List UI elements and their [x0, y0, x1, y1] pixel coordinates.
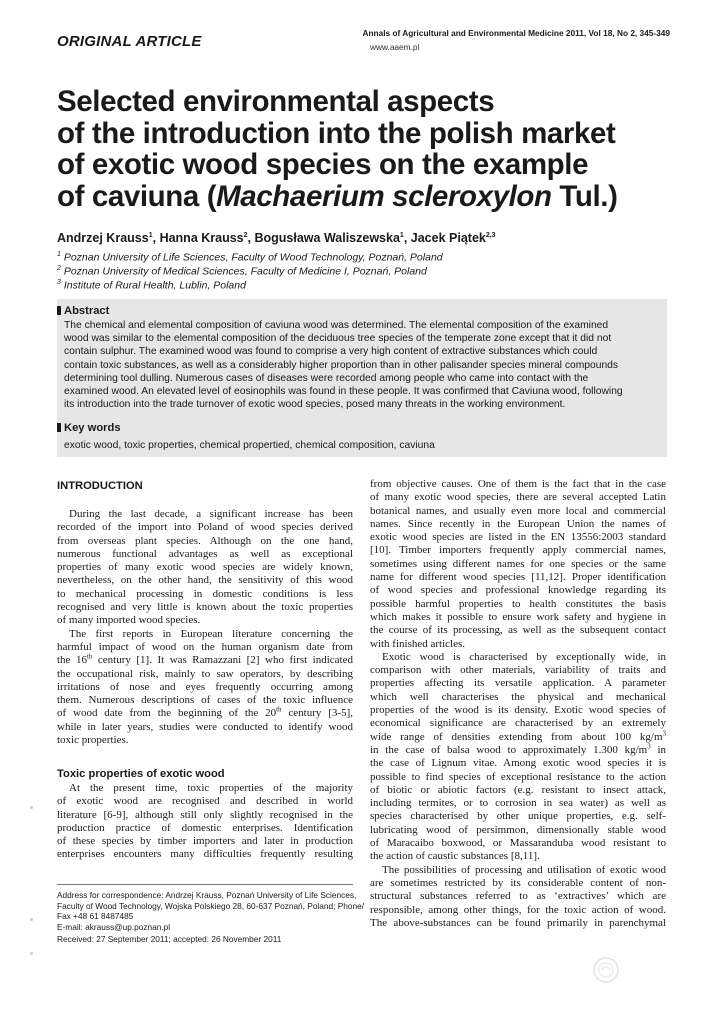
body-line: economical significance are characterised by an extremely [370, 717, 666, 730]
affiliation-text: Institute of Rural Health, Lublin, Poland [63, 279, 246, 292]
body-line: The first reports in European literature concerning the [69, 627, 353, 640]
affiliation [57, 265, 427, 278]
body-line: recorded of the import into Poland of wood species derived [57, 521, 353, 534]
body-line: recognised and very little is known about the toxic properties [57, 601, 353, 614]
body-line: The possibilities of processing and utilisation of exotic wood [382, 863, 666, 876]
title-line: Selected environmental aspects [57, 85, 495, 118]
body-text: in the case of balsa wood to approximately 1.300 kg/m [370, 743, 648, 756]
body-line: of many exotic wood species, there are several accepted Latin [370, 491, 666, 504]
body-text: century [1]. It was Ramazzani [2] who first indicated [92, 654, 353, 667]
abstract-line: examined wood. An elevated level of eosinophils was found in these people. It was confirmed that Caviuna wood, following [64, 386, 623, 398]
title-line: of the introduction into the polish market [57, 116, 616, 150]
body-line: properties of the wood is its density. Exotic wood species of [370, 704, 666, 717]
body-line: the course of its processing, as well as the subsequent contact [370, 624, 666, 637]
abstract-line: determining tool dulling. Numerous cases of diseases were recorded among people who came into contact with the [64, 372, 589, 384]
body-line: names. Since recently in the European Union the names of [370, 517, 666, 530]
title-line-suffix: Tul.) [551, 179, 618, 213]
body-line: possible to find species of exceptional resistance to the action [370, 770, 666, 783]
body-line [57, 654, 353, 667]
body-line: from overseas plant species. Although on the one hand, [57, 534, 353, 547]
superscript: th [86, 652, 93, 661]
author-name: Andrzej Krauss [57, 231, 149, 245]
scan-artifact [30, 918, 33, 921]
body-line: enterprises encounters many difficulties frequently resulting [57, 848, 353, 861]
introduction-heading: INTRODUCTION [57, 480, 143, 492]
square-bullet-icon [57, 423, 61, 432]
left-column [57, 508, 353, 747]
body-line: the case of Lignum vitae. Among exotic wood species it is [370, 757, 666, 770]
body-line: of Maracaibo boxwood, or Massaranduba wood resistant to [370, 837, 666, 850]
body-line: sometimes using different names for one species or the same [370, 557, 666, 570]
abstract-text [64, 319, 664, 411]
author-affiliation-mark: 2 [243, 231, 248, 239]
journal-url[interactable]: www.aaem.pl [370, 42, 420, 52]
body-line: while in later years, studies were conducted to identify wood [57, 720, 353, 733]
body-line: numerous functional advantages as well as exceptional [57, 547, 353, 560]
right-column [370, 478, 666, 930]
author-affiliation-mark: 1 [148, 231, 153, 239]
journal-citation: Annals of Agricultural and Environmental Medicine 2011, Vol 18, No 2, 345-349 [362, 28, 670, 38]
affiliation [57, 279, 246, 292]
square-bullet-icon [57, 306, 61, 315]
body-text: in [650, 743, 666, 756]
body-line: During the last decade, a significant increase has been [69, 508, 353, 520]
body-line: with finished articles. [370, 637, 466, 650]
body-line: botanical names, and usually even more local and commercial [370, 504, 666, 517]
abstract-heading [57, 305, 109, 317]
body-line: [10]. Timber importers frequently apply commercial names, [370, 544, 666, 557]
body-line: Exotic wood is characterised by exceptionally wide, in [382, 650, 666, 663]
body-line: literature [6-9], although still only slightly recognised in the [57, 808, 353, 821]
paper-title [57, 86, 677, 212]
body-line: of many imported wood species. [57, 614, 201, 627]
body-line: harmful impact of wood on the human organism date from [57, 640, 353, 653]
footnote-line: Faculty of Wood Technology, Wojska Polskiego 28, 60-637 Poznań, Poland; Phone/ [57, 900, 365, 911]
author-affiliation-mark: 1 [399, 231, 404, 239]
author-list: Andrzej Krauss$^1$, Hanna Krauss$^2$, Bogusława Waliszewska$^1$, Jacek Piątek$^{2,3}$ [57, 231, 496, 245]
toxic-properties-heading: Toxic properties of exotic wood [57, 768, 225, 780]
body-line: structural substances referred to as ‘extractives’ which are [370, 890, 666, 903]
article-type-label: ORIGINAL ARTICLE [57, 33, 202, 50]
body-line: of biotic or abiotic factors (e.g. resistant to insect attack, [370, 783, 666, 796]
abstract-line: contain sulphur. The examined wood was found to comprise a very high content of extractive substances which could [64, 346, 598, 358]
body-line: of these species by timber importers and later in production [57, 835, 353, 848]
footnote-line: Fax +48 61 8487485 [57, 911, 134, 922]
body-line: them. Numerous descriptions of cases of the toxic influence [57, 694, 353, 707]
body-line: properties affecting its versatile application. A parameter [370, 677, 666, 690]
body-line: the action of caustic substances [8,11]. [370, 850, 540, 863]
keywords-text: exotic wood, toxic properties, chemical propertied, chemical composition, caviuna [64, 440, 435, 451]
title-species-italic: Machaerium scleroxylon [216, 179, 552, 213]
body-line: of wood species and professional knowledge regarding its [370, 584, 666, 597]
body-line: name for different wood species [11,12]. Proper identification [370, 571, 666, 584]
body-line: which makes it possible to ensure work safety and hygiene in [370, 610, 666, 623]
body-line: are sometimes restricted by its considerable content of non- [370, 876, 666, 889]
abstract-line: contain toxic substances, as well as a considerably higher proportion than in other palisander species mineral compounds [64, 359, 619, 371]
superscript: 3 [647, 742, 651, 751]
abstract-line: its introduction into the trade turnover of exotic wood species, posed many threats in the working environment. [64, 399, 566, 411]
abstract-heading-text: Abstract [64, 305, 110, 317]
body-text: century [3-5], [281, 707, 353, 720]
body-line: comparison with other materials, variability of traits and [370, 664, 666, 677]
body-line: to mechanical processing in domestic conditions is less [57, 587, 353, 600]
body-line: of exotic wood are recognised and described in world [57, 795, 353, 808]
keywords-heading-text: Key words [64, 422, 121, 434]
body-line: The above-substances can be found primarily in parenchymal [370, 916, 666, 929]
affiliation-number: 1 [57, 251, 61, 258]
toxic-properties-text [57, 782, 353, 862]
body-line: At the present time, toxic properties of the majority [69, 782, 353, 794]
superscript: 3 [662, 728, 666, 737]
correspondence-footnote [57, 890, 365, 932]
affiliation-number: 2 [57, 265, 61, 272]
footnote-divider [57, 884, 353, 885]
body-line: which well characterises the physical and mechanical [370, 690, 666, 703]
body-line [57, 707, 353, 720]
keywords-heading [57, 422, 121, 434]
body-line: including termites, or to corrosion in sea water) as well as [370, 797, 666, 810]
title-line: of exotic wood species on the example [57, 148, 589, 181]
author-name: Jacek Piątek [410, 231, 486, 245]
abstract-line: wood was similar to the elemental composition of the deciduous tree species of the temperate zone except that it did not [64, 333, 612, 345]
body-text: wide range of densities extending from about 100 kg/m [370, 730, 663, 743]
title-line-last [57, 181, 677, 213]
body-line: production practice of domestic enterprises. Identification [57, 821, 353, 834]
abstract-box [57, 299, 667, 457]
body-line: irritations of nose and eyes frequently occurring among [57, 680, 353, 693]
received-dates: Received: 27 September 2011; accepted: 26 November 2011 [57, 934, 282, 944]
body-line: from objective causes. One of them is the fact that in the case [370, 478, 666, 490]
body-line: properties of many exotic wood species are widely known, [57, 561, 353, 574]
body-line: exotic wood species are listed in the EN 13556:2003 standard [370, 531, 666, 544]
body-line: lubricating wood of persimmon, dimensionally stable wood [370, 823, 666, 836]
footnote-line: Address for correspondence: Andrzej Krauss, Poznań University of Life Sciences, [57, 890, 357, 900]
affiliation-text: Poznan University of Medical Sciences, Faculty of Medicine I, Poznań, Poland [63, 265, 427, 278]
scan-artifact [30, 952, 33, 955]
scan-artifact [30, 806, 33, 809]
body-line: responsible, among other things, for the toxic action of wood. [370, 903, 666, 916]
body-text: of wood date from the beginning of the 20 [57, 707, 277, 720]
body-line: toxic properties. [57, 734, 129, 747]
body-text: the 16 [57, 654, 87, 667]
body-line: species characterised by other unique properties, e.g. self- [370, 810, 666, 823]
superscript: th [276, 705, 282, 714]
footnote-line: E-mail: akrauss@up.poznan.pl [57, 921, 171, 932]
body-line: the occupational risk, mainly to saw operators, by describing [57, 667, 353, 680]
affiliation [57, 251, 443, 264]
body-line [370, 744, 666, 757]
body-line: possible harmful properties to health constitutes the basis [370, 597, 666, 610]
watermark-seal-icon [592, 956, 620, 984]
body-line: nevertheless, on the other hand, the sensitivity of this wood [57, 574, 353, 587]
body-line [370, 728, 666, 744]
abstract-line: The chemical and elemental composition of caviuna wood was determined. The elemental composition of the examined [64, 320, 609, 331]
affiliation-text: Poznan University of Life Sciences, Faculty of Wood Technology, Poznań, Poland [63, 251, 443, 264]
author-name: Hanna Krauss [159, 231, 244, 245]
title-line-prefix: of caviuna ( [57, 179, 217, 213]
author-affiliation-mark: 2,3 [485, 231, 496, 239]
author-name: Bogusława Waliszewska [254, 231, 400, 245]
affiliation-number: 3 [57, 279, 61, 286]
